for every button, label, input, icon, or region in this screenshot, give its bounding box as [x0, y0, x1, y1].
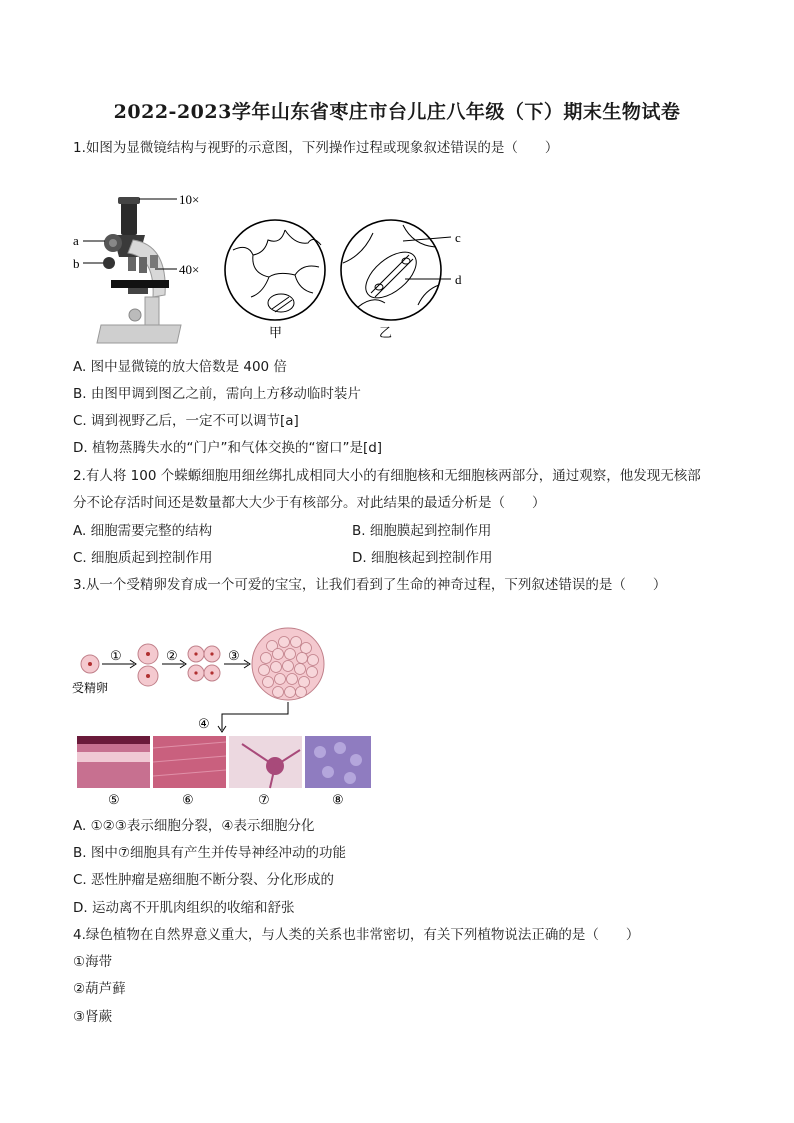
label-10x: 10×	[179, 192, 200, 207]
q3-option-d: D. 运动离不开肌肉组织的收缩和舒张	[73, 900, 295, 916]
step-2-label: ②	[166, 648, 178, 663]
step-1-label: ①	[110, 648, 122, 663]
tissue-6-label: ⑥	[182, 792, 194, 807]
q1-microscope-figure	[73, 185, 473, 350]
q1-stem: 1.如图为显微镜结构与视野的示意图，下列操作过程或现象叙述错误的是（ ）	[73, 140, 559, 156]
tissue-epithelial-image	[77, 736, 150, 788]
field-of-view-jia	[225, 220, 325, 320]
tissue-nerve-image	[229, 736, 302, 788]
page-title: 2022-2023学年山东省枣庄市台儿庄八年级（下）期末生物试卷	[113, 101, 681, 123]
label-yi: 乙	[379, 325, 393, 340]
q2-option-b: B. 细胞膜起到控制作用	[352, 523, 492, 539]
label-c: c	[455, 230, 461, 245]
q4-item-2: ②葫芦藓	[73, 981, 126, 997]
q3-option-b: B. 图中⑦细胞具有产生并传导神经冲动的功能	[73, 845, 346, 861]
tissue-8-label: ⑧	[332, 792, 344, 807]
microscope-icon	[97, 197, 181, 343]
tissue-connective-image	[305, 736, 371, 788]
zygote-label: 受精卵	[72, 681, 109, 695]
q1-option-a: A. 图中显微镜的放大倍数是 400 倍	[73, 359, 287, 375]
q2-stem-line2: 分不论存活时间还是数量都大大少于有核部分。对此结果的最适分析是（ ）	[73, 495, 546, 511]
label-a: a	[73, 233, 79, 248]
q2-option-d: D. 细胞核起到控制作用	[352, 550, 493, 566]
q3-option-c: C. 恶性肿瘤是癌细胞不断分裂、分化形成的	[73, 872, 335, 888]
tissue-muscle-image	[153, 736, 226, 788]
q2-option-a: A. 细胞需要完整的结构	[73, 523, 213, 539]
q3-stem: 3.从一个受精卵发育成一个可爱的宝宝，让我们看到了生命的神奇过程，下列叙述错误的是（ ）	[73, 577, 667, 593]
q3-option-a: A. ①②③表示细胞分裂，④表示细胞分化	[73, 818, 315, 834]
q1-option-c: C. 调到视野乙后，一定不可以调节[a]	[73, 413, 299, 429]
label-40x: 40×	[179, 262, 200, 277]
q2-stem-line1: 2.有人将 100 个蝾螈细胞用细丝绑扎成相同大小的有细胞核和无细胞核两部分，通过观察，他发现无核部	[73, 468, 701, 484]
step-4-label: ④	[198, 716, 210, 731]
q1-option-b: B. 由图甲调到图乙之前，需向上方移动临时装片	[73, 386, 361, 402]
q4-item-1: ①海带	[73, 954, 113, 970]
field-of-view-yi	[341, 220, 441, 320]
q4-stem: 4.绿色植物在自然界意义重大，与人类的关系也非常密切，有关下列植物说法正确的是（ ）	[73, 927, 640, 943]
q1-option-d: D. 植物蒸腾失水的“门户”和气体交换的“窗口”是[d]	[73, 440, 383, 456]
q2-option-c: C. 细胞质起到控制作用	[73, 550, 213, 566]
tissue-7-label: ⑦	[258, 792, 270, 807]
q4-item-3: ③肾蕨	[73, 1009, 113, 1025]
tissue-5-label: ⑤	[108, 792, 120, 807]
label-b: b	[73, 256, 80, 271]
step-3-label: ③	[228, 648, 240, 663]
label-jia: 甲	[269, 325, 283, 340]
q3-cell-development-figure	[70, 622, 390, 812]
label-d: d	[455, 272, 462, 287]
